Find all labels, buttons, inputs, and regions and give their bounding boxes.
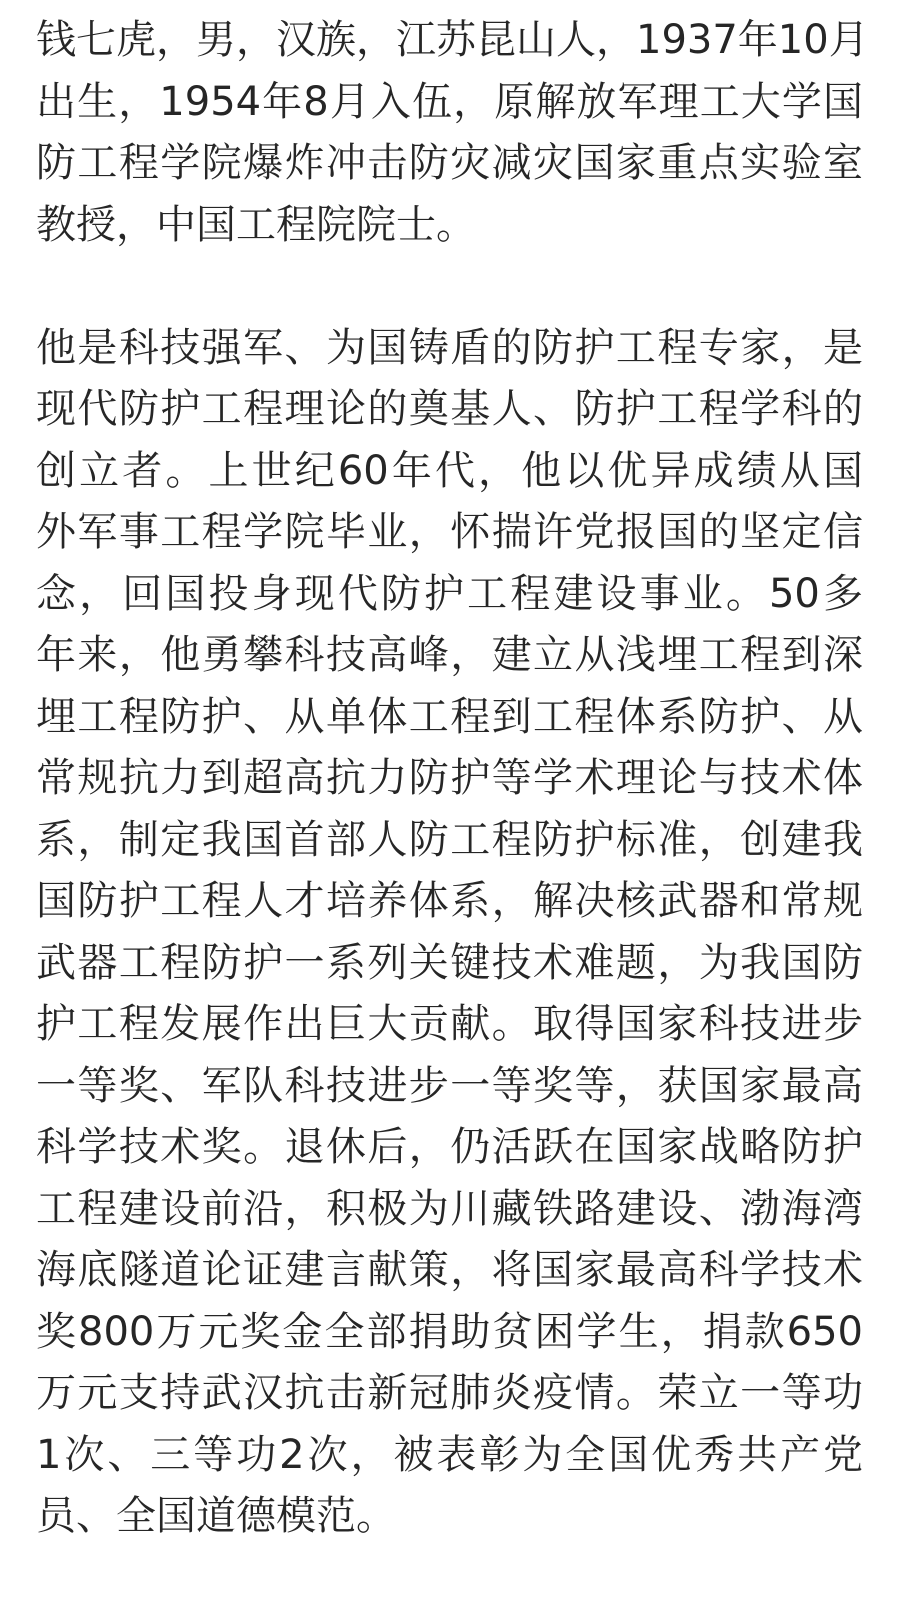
text-line: 科学技术奖。退休后，仍活跃在国家战略防护 xyxy=(36,1124,863,1170)
text-line: 教授，中国工程院院士。 xyxy=(36,201,476,248)
text-line: 国防护工程人才培养体系，解决核武器和常规 xyxy=(36,878,863,924)
text-line: 万元支持武汉抗击新冠肺炎疫情。荣立一等功 xyxy=(36,1370,863,1416)
paragraph-biography xyxy=(36,0,869,256)
text-line: 现代防护工程理论的奠基人、防护工程学科的 xyxy=(36,386,863,432)
text-line: 系，制定我国首部人防工程防护标准，创建我 xyxy=(36,816,863,863)
text-line: 员、全国道德模范。 xyxy=(36,1493,396,1539)
text-line: 出生，1954年8月入伍，原解放军理工大学国 xyxy=(36,78,863,125)
text-line: 一等奖、军队科技进步一等奖等，获国家最高 xyxy=(36,1062,863,1109)
text-line: 护工程发展作出巨大贡献。取得国家科技进步 xyxy=(36,1001,863,1047)
text-line: 工程建设前沿，积极为川藏铁路建设、渤海湾 xyxy=(36,1185,863,1232)
paragraph-achievements xyxy=(36,318,863,1548)
text-line: 1次、三等功2次，被表彰为全国优秀共产党 xyxy=(36,1431,863,1478)
text-line: 埋工程防护、从单体工程到工程体系防护、从 xyxy=(36,693,863,740)
text-line: 奖800万元奖金全部捐助贫困学生，捐款650 xyxy=(36,1308,863,1355)
text-line: 钱七虎，男，汉族，江苏昆山人，1937年10月 xyxy=(36,17,869,63)
text-line: 外军事工程学院毕业，怀揣许党报国的坚定信 xyxy=(36,509,863,555)
text-line: 念，回国投身现代防护工程建设事业。50多 xyxy=(36,570,863,617)
text-line: 创立者。上世纪60年代，他以优异成绩从国 xyxy=(36,447,863,494)
text-line: 武器工程防护一系列关键技术难题，为我国防 xyxy=(36,939,863,986)
text-line: 防工程学院爆炸冲击防灾减灾国家重点实验室 xyxy=(36,140,863,186)
text-line: 年来，他勇攀科技高峰，建立从浅埋工程到深 xyxy=(36,632,863,678)
text-line: 他是科技强军、为国铸盾的防护工程专家，是 xyxy=(36,324,863,371)
text-line: 常规抗力到超高抗力防护等学术理论与技术体 xyxy=(36,755,863,801)
text-line: 海底隧道论证建言献策，将国家最高科学技术 xyxy=(36,1247,863,1293)
